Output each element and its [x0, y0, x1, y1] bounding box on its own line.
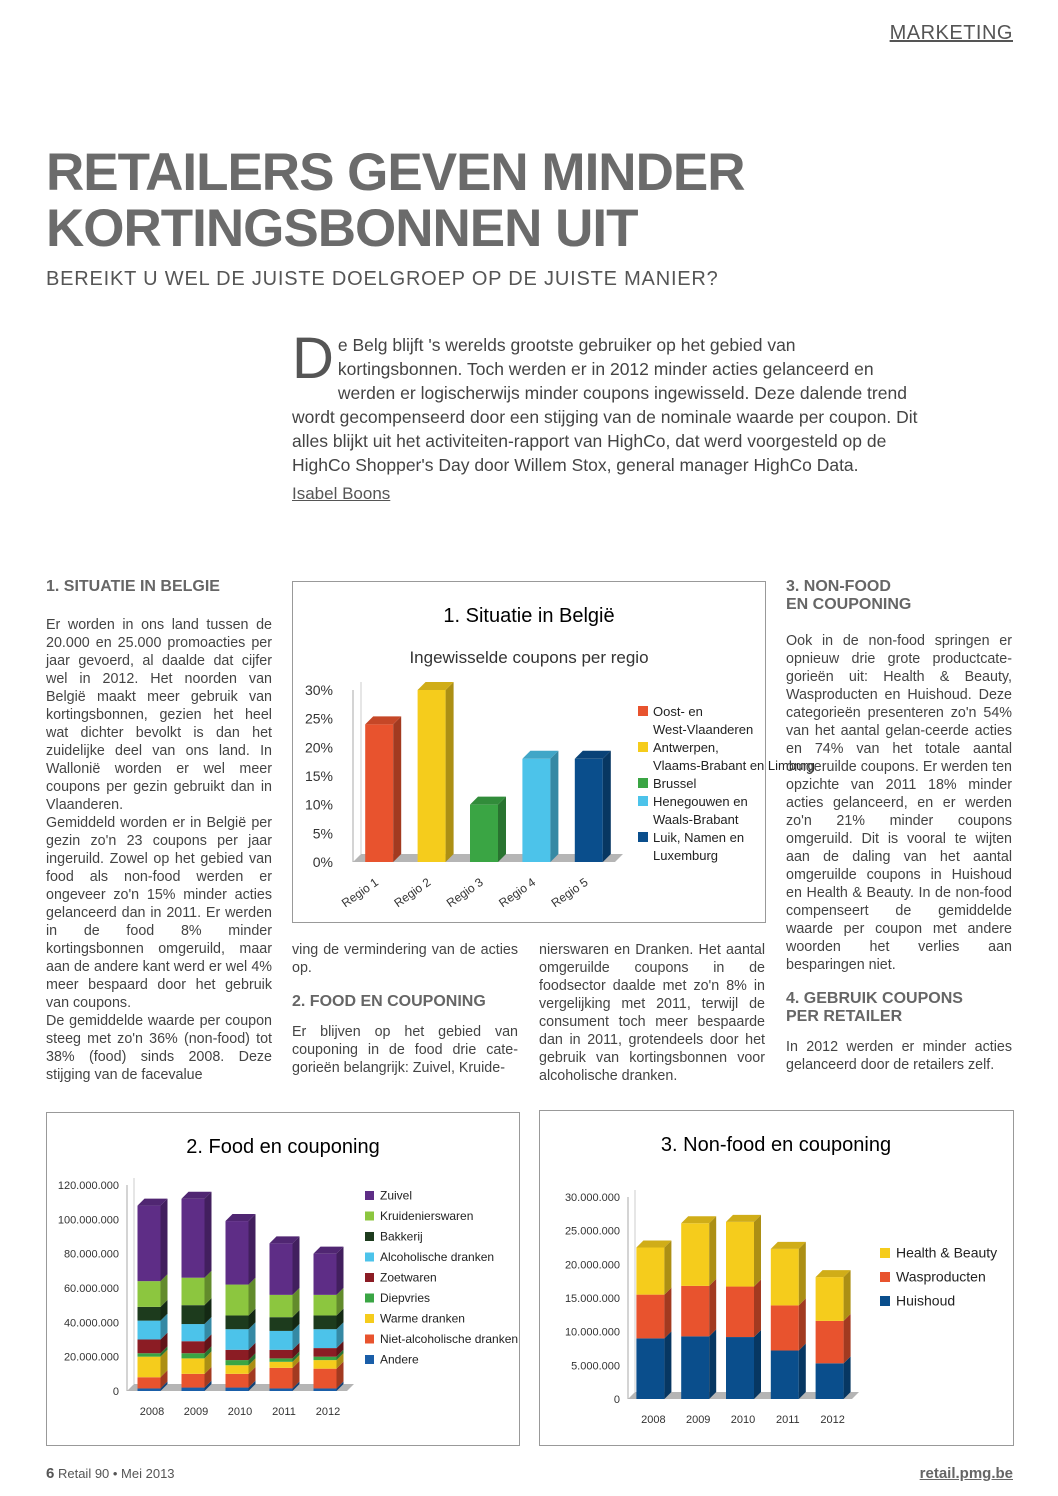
bar-segment: [226, 1221, 249, 1285]
bar-segment: [226, 1365, 249, 1374]
x-tick-label: 2010: [227, 1406, 253, 1418]
bar-segment-side: [709, 1279, 716, 1337]
bar-segment: [314, 1360, 337, 1369]
col4-paragraph-1: Ook in de non-food springen er opnieuw drie grote productcate-gorieën uit: Health & Beauty, Wasproducten en Huishoud. Deze categorieën presenteren zo'n 54% van het aantal gelan-ceerde acties en 74% van het totale aantal omgeruilde coupons. Er werden ten opzichte van 2011 18% minder acties gelanceerd, en er werden zo'n 21% minder coupons omgeruild. Dit is vooral te wijten aan de daling van het aantal omgeruilde coupons in Huishoud en Health & Beauty. In de non-food compenseert de gemiddelde waarde per coupon met andere woorden het verlies aan besparingen niet.: [786, 633, 1012, 973]
legend-label: Oost- en: [653, 704, 703, 719]
page-number: 6: [46, 1465, 55, 1482]
bar-segment: [681, 1223, 709, 1286]
legend-label-cont: Luxemburg: [653, 848, 719, 863]
bar-segment-side: [709, 1216, 716, 1286]
chart-1: [293, 582, 815, 922]
bar-segment: [138, 1340, 161, 1354]
bar-segment: [182, 1324, 205, 1341]
heading-situatie: 1. SITUATIE IN BELGIE: [46, 578, 220, 595]
chart-2-box: [46, 1112, 520, 1446]
col3-paragraph-1: nierswaren en Dranken. Het aantal omgeruilde coupons in de foodsector daalde met zo'n 8% in vergelijking met 2011, terwijl de consument toch meer bespaarde dan in 2011, grotendeels door het gebruik van kortingsbonnen voor alcoholische dranken.: [539, 942, 765, 1084]
x-tick-label: 2012: [315, 1406, 341, 1418]
y-tick-label: 20.000.000: [63, 1351, 119, 1364]
x-tick-label: 2011: [775, 1414, 800, 1426]
legend-swatch: [365, 1212, 374, 1221]
bar-segment-side: [205, 1192, 212, 1278]
bar-regio-5: [575, 751, 611, 862]
y-tick-label: 60.000.000: [63, 1283, 119, 1295]
bar-segment-side: [664, 1241, 671, 1295]
legend-swatch: [365, 1253, 374, 1262]
bar-segment: [182, 1341, 205, 1353]
legend-swatch: [638, 796, 648, 806]
y-tick-label: 25%: [304, 710, 333, 727]
title-line-2: KORTINGSBONNEN UIT: [46, 199, 638, 258]
heading-nonfood-line-1: 3. NON-FOOD: [786, 578, 891, 595]
legend-swatch: [365, 1335, 374, 1344]
bar-segment: [771, 1351, 799, 1399]
bar-segment: [226, 1350, 249, 1360]
legend-label: Luik, Namen en: [653, 830, 745, 845]
y-tick-label: 30%: [304, 682, 333, 698]
bar-segment: [636, 1295, 664, 1339]
x-tick-label: Regio 5: [548, 874, 591, 911]
legend-swatch: [365, 1314, 374, 1323]
x-tick-label: 2009: [685, 1414, 711, 1426]
bar-segment-side: [844, 1356, 851, 1399]
issue-label: Retail 90 • Mei 2013: [57, 1466, 175, 1481]
bar-segment: [138, 1377, 161, 1388]
bar-segment: [138, 1388, 161, 1391]
bar-segment: [138, 1353, 161, 1356]
bar-segment: [314, 1254, 337, 1295]
x-tick-label: 2009: [183, 1406, 209, 1418]
column-1: [46, 578, 272, 1084]
column-3: [539, 941, 765, 1085]
section-label: MARKETING: [889, 22, 1013, 44]
legend-label: Zuivel: [380, 1188, 413, 1203]
legend-label: Andere: [380, 1352, 419, 1367]
bar-regio-2: [418, 682, 454, 862]
bar-segment: [816, 1277, 844, 1321]
heading-nonfood: [786, 578, 1012, 614]
y-tick-label: 120.000.000: [57, 1180, 119, 1192]
legend-swatch: [365, 1191, 374, 1200]
y-tick-label: 0: [613, 1394, 620, 1406]
bar-segment: [681, 1286, 709, 1337]
y-tick-label: 20%: [304, 739, 333, 756]
y-tick-label: 0: [112, 1386, 119, 1398]
legend-label: Warme dranken: [380, 1311, 465, 1326]
column-4: [786, 578, 1012, 1074]
x-tick-label: 2008: [139, 1406, 165, 1418]
bar-segment: [270, 1331, 293, 1350]
chart-3: [540, 1111, 1013, 1445]
bar-segment: [270, 1388, 293, 1391]
legend-label: Henegouwen en: [653, 794, 748, 809]
y-tick-label: 0%: [312, 854, 333, 870]
bar-segment: [771, 1305, 799, 1350]
bar-segment: [226, 1388, 249, 1391]
legend-label: Huishoud: [896, 1292, 956, 1309]
x-tick-label: 2008: [641, 1414, 666, 1426]
bar-segment: [314, 1315, 337, 1329]
x-tick-label: Regio 2: [391, 874, 434, 911]
bar-segment: [726, 1337, 754, 1399]
bar-segment-side: [293, 1236, 300, 1295]
legend-swatch: [365, 1355, 374, 1364]
bar-segment: [771, 1249, 799, 1306]
footer-issue: [46, 1465, 175, 1482]
article-title: [46, 145, 846, 257]
bar-segment: [138, 1206, 161, 1282]
bar-segment: [681, 1336, 709, 1399]
heading-nonfood-line-2: EN COUPONING: [786, 596, 912, 613]
y-tick-label: 100.000.000: [57, 1214, 119, 1227]
legend-swatch: [638, 706, 648, 716]
y-tick-label: 15%: [304, 768, 333, 784]
chart-subtitle: Ingewisselde coupons per regio: [409, 648, 649, 667]
y-tick-label: 15.000.000: [564, 1293, 620, 1305]
x-tick-label: Regio 1: [338, 874, 381, 911]
legend-label: Health & Beauty: [896, 1244, 998, 1261]
legend-label: Diepvries: [380, 1291, 431, 1305]
x-tick-label: Regio 3: [443, 874, 486, 911]
bar-segment-side: [664, 1331, 671, 1399]
bar-segment: [270, 1358, 293, 1361]
bar-segment: [138, 1281, 161, 1307]
bar-segment: [314, 1357, 337, 1360]
author-link[interactable]: Isabel Boons: [292, 484, 391, 503]
col2-paragraph-1: ving de vermindering van de acties op.: [292, 942, 518, 976]
col1-paragraph-3: De gemiddelde waarde per coupon steeg met zo'n 36% (non-food) tot 38% (food) sinds 2008. Deze stijging van de facevalue: [46, 1013, 272, 1083]
column-2: [292, 941, 518, 1077]
legend-label-cont: West-Vlaanderen: [653, 722, 754, 737]
x-tick-label: 2011: [272, 1406, 296, 1418]
bar-segment-side: [844, 1270, 851, 1321]
title-line-1: RETAILERS GEVEN MINDER: [46, 143, 745, 202]
bar-segment: [314, 1369, 337, 1389]
bar-segment: [182, 1388, 205, 1391]
bar-segment: [182, 1305, 205, 1324]
bar-segment: [270, 1362, 293, 1368]
legend-label: Alcoholische dranken: [380, 1250, 495, 1264]
bar-segment: [314, 1388, 337, 1391]
bar-segment: [226, 1360, 249, 1365]
bar-regio-1: [365, 716, 401, 862]
col4-paragraph-2: In 2012 werden er minder acties gelanceerd door de retailers zelf.: [786, 1039, 1012, 1073]
col1-paragraph-1: Er worden in ons land tussen de 20.000 en 25.000 promoacties per jaar gevoerd, al daalde dat cijfer wel in 2012. Het noorden van België maakt meer gebruik van kortingsbonnen, gezien het heel wat dichter bevolkt is dan het zuidelijke deel van ons land. In Wallonië worden er wel meer coupons per gezin gebruikt dan in Vlaanderen.: [46, 617, 272, 813]
bar-segment: [138, 1357, 161, 1378]
bar-segment-side: [249, 1214, 256, 1285]
article-subtitle: BEREIKT U WEL DE JUISTE DOELGROEP OP DE JUISTE MANIER?: [46, 268, 719, 290]
chart-title: 1. Situatie in België: [443, 605, 615, 627]
bar-segment-side: [799, 1298, 806, 1350]
x-tick-label: 2012: [820, 1414, 845, 1426]
heading-retailer-line-1: 4. GEBRUIK COUPONS: [786, 990, 963, 1007]
bar-segment: [270, 1243, 293, 1295]
legend-label-cont: Vlaams-Brabant en Limburg: [653, 758, 815, 773]
col2-paragraph-2: Er blijven op het gebied van couponing in de food drie cate-gorieën belangrijk: Zuivel, Kruide-: [292, 1024, 518, 1076]
bar-segment-side: [664, 1288, 671, 1339]
bar-segment: [636, 1248, 664, 1295]
bar-segment: [226, 1285, 249, 1316]
lead-text: e Belg blijft 's werelds grootste gebruiker op het gebied van kortingsbonnen. Toch werden er in 2012 minder acties gelanceerd en werden er logischerwijs minder coupons ingewisseld. Deze dalende trend wordt gecompenseerd door een stijging van de nominale waarde per coupon. Dit alles blijkt uit het activiteiten-rapport van HighCo, dat werd voorgesteld op de HighCo Shopper's Day door Willem Stox, general manager HighCo Data.: [292, 335, 918, 475]
legend-swatch: [638, 778, 648, 788]
legend-label: Antwerpen,: [653, 740, 719, 755]
y-tick-label: 25.000.000: [564, 1225, 620, 1238]
bar-segment-side: [161, 1199, 168, 1282]
chart-3-box: [539, 1110, 1014, 1446]
lead-paragraph: [292, 326, 922, 477]
y-tick-label: 10.000.000: [564, 1326, 620, 1339]
legend-swatch: [365, 1273, 374, 1282]
bar-segment-side: [754, 1280, 761, 1338]
bar-segment: [182, 1374, 205, 1388]
bar-segment: [314, 1295, 337, 1316]
bar-segment-side: [799, 1344, 806, 1399]
heading-retailer: [786, 990, 1012, 1026]
legend-swatch: [880, 1272, 890, 1282]
bar-regio-4: [522, 751, 558, 862]
legend-label: Brussel: [653, 776, 697, 791]
bar-segment: [816, 1363, 844, 1399]
legend-swatch: [365, 1232, 374, 1241]
legend-label: Zoetwaren: [380, 1270, 437, 1285]
heading-retailer-line-2: PER RETAILER: [786, 1008, 903, 1025]
bar-segment: [270, 1350, 293, 1359]
bar-segment: [270, 1368, 293, 1389]
bar-segment: [182, 1278, 205, 1305]
y-tick-label: 30.000.000: [564, 1192, 620, 1204]
chart-1-box: [292, 581, 815, 923]
bar-segment: [182, 1199, 205, 1278]
legend-label: Kruidenierswaren: [380, 1209, 474, 1223]
bar-segment: [636, 1338, 664, 1399]
y-tick-label: 20.000.000: [564, 1259, 620, 1272]
legend-swatch: [880, 1248, 890, 1258]
col1-paragraph-2: Gemiddeld worden er in België per gezin zo'n 23 coupons per jaar ingeruild. Zowel op het gebied van food als non-food werden er ongeveer zo'n 15% minder acties gelanceerd dan in 2011. Er werden in de food 8% minder kortingsbonnen omgeruild, maar aan de andere kant werd er wel 4% meer bespaard door het gebruik van coupons.: [46, 815, 272, 1011]
x-tick-label: Regio 4: [496, 874, 539, 911]
bar-segment: [726, 1222, 754, 1287]
legend-swatch: [638, 832, 648, 842]
bar-segment: [270, 1317, 293, 1331]
x-tick-label: 2010: [730, 1414, 756, 1426]
legend-label: Niet-alcoholische dranken: [380, 1332, 519, 1346]
y-tick-label: 5.000.000: [571, 1360, 620, 1373]
bar-segment: [314, 1348, 337, 1357]
bar-segment-side: [754, 1215, 761, 1287]
bar-segment-side: [754, 1330, 761, 1399]
footer-url[interactable]: retail.pmg.be: [919, 1465, 1013, 1482]
bar-segment: [226, 1329, 249, 1350]
chart-2: [47, 1113, 519, 1445]
bar-segment: [726, 1287, 754, 1338]
bar-segment-side: [844, 1314, 851, 1363]
y-tick-label: 10%: [304, 796, 333, 813]
chart-title: 3. Non-food en couponing: [660, 1134, 892, 1156]
drop-cap: D: [292, 326, 334, 391]
legend-swatch: [638, 742, 648, 752]
bar-segment: [226, 1374, 249, 1388]
bar-segment: [182, 1353, 205, 1358]
bar-segment: [182, 1358, 205, 1373]
bar-segment-side: [799, 1242, 806, 1306]
bar-segment: [138, 1307, 161, 1321]
bar-segment-side: [337, 1247, 344, 1295]
bar-segment: [314, 1329, 337, 1348]
heading-food: 2. FOOD EN COUPONING: [292, 993, 486, 1010]
legend-label: Wasproducten: [896, 1268, 986, 1285]
chart-title: 2. Food en couponing: [186, 1136, 380, 1158]
bar-segment: [138, 1321, 161, 1340]
y-tick-label: 40.000.000: [63, 1317, 119, 1330]
bar-segment: [816, 1321, 844, 1363]
legend-swatch: [365, 1294, 374, 1303]
bar-segment-side: [709, 1329, 716, 1399]
y-tick-label: 5%: [312, 825, 333, 842]
y-tick-label: 80.000.000: [63, 1248, 119, 1261]
legend-swatch: [880, 1296, 890, 1306]
bar-segment: [226, 1315, 249, 1329]
bar-regio-3: [470, 797, 506, 862]
legend-label-cont: Waals-Brabant: [653, 812, 739, 827]
bar-segment: [270, 1295, 293, 1317]
legend-label: Bakkerij: [380, 1229, 423, 1244]
